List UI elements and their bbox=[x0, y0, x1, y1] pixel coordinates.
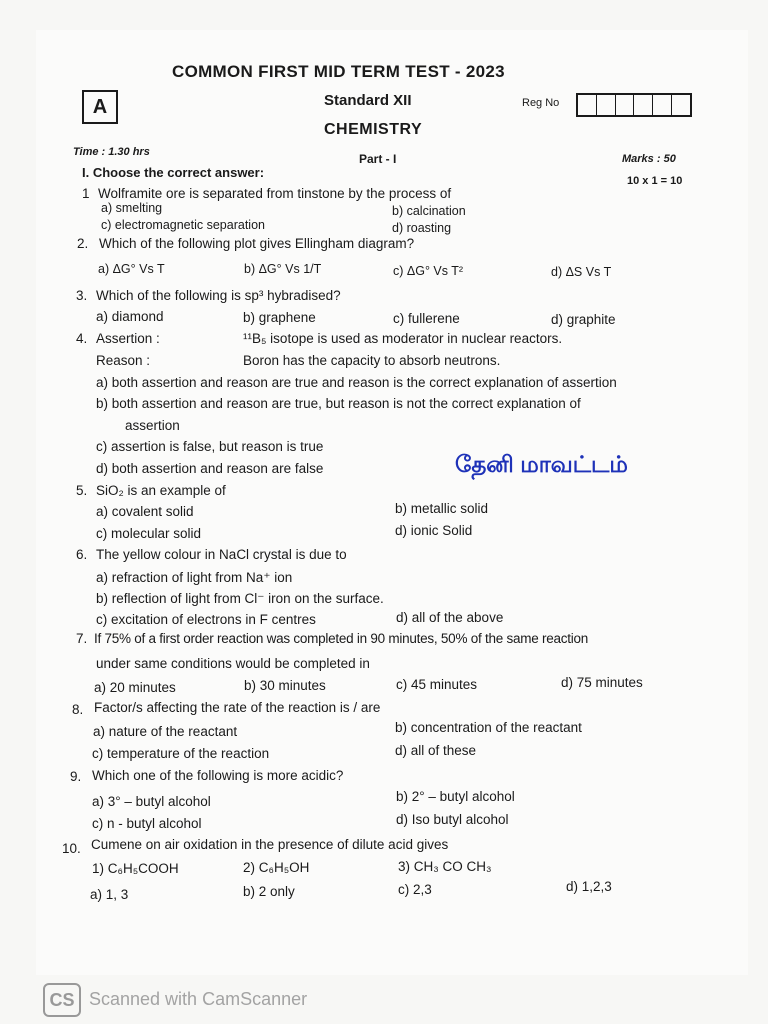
question-8-option-a: a) nature of the reactant bbox=[93, 724, 238, 739]
question-7-option-b: b) 30 minutes bbox=[244, 678, 326, 693]
question-6-text: The yellow colour in NaCl crystal is due to bbox=[96, 547, 347, 562]
question-1-number: 1 bbox=[82, 186, 90, 201]
question-9-option-b: b) 2° – butyl alcohol bbox=[396, 789, 515, 804]
question-5-number: 5. bbox=[76, 483, 88, 498]
question-1-option-c: c) electromagnetic separation bbox=[101, 218, 265, 232]
assertion-label: Assertion : bbox=[96, 331, 160, 346]
question-10-text: Cumene on air oxidation in the presence of dilute acid gives bbox=[91, 837, 449, 852]
question-3-option-c: c) fullerene bbox=[393, 311, 460, 326]
subject-label: CHEMISTRY bbox=[324, 121, 423, 138]
question-1-option-b: b) calcination bbox=[392, 204, 466, 218]
standard-label: Standard XII bbox=[324, 92, 412, 109]
question-10-statement-2: 2) C₆H₅OH bbox=[243, 860, 310, 875]
question-4-option-a: a) both assertion and reason are true and reason is the correct explanation of assertion bbox=[96, 375, 617, 390]
question-5-option-b: b) metallic solid bbox=[395, 501, 489, 516]
assertion-text: ¹¹B₅ isotope is used as moderator in nuclear reactors. bbox=[243, 331, 563, 346]
question-1-option-d: d) roasting bbox=[392, 221, 452, 235]
question-7-text: If 75% of a first order reaction was completed in 90 minutes, 50% of the same reaction bbox=[94, 631, 589, 646]
reason-text: Boron has the capacity to absorb neutrons. bbox=[243, 353, 501, 368]
question-6-option-a: a) refraction of light from Na⁺ ion bbox=[96, 570, 293, 585]
question-3-option-a: a) diamond bbox=[96, 309, 164, 324]
camscanner-logo-icon: CS bbox=[43, 983, 81, 1017]
question-10-option-c: c) 2,3 bbox=[398, 882, 432, 897]
district-stamp-text: தேனி மாவட்டம் bbox=[455, 451, 628, 477]
question-2-option-b: b) ΔG° Vs 1/T bbox=[244, 262, 322, 276]
question-9-number: 9. bbox=[70, 769, 82, 784]
question-2-option-d: d) ΔS Vs T bbox=[551, 265, 612, 279]
question-3-option-b: b) graphene bbox=[243, 310, 316, 325]
question-2-option-a: a) ΔG° Vs T bbox=[98, 262, 165, 276]
question-5-option-c: c) molecular solid bbox=[96, 526, 202, 541]
question-4-option-c: c) assertion is false, but reason is true bbox=[96, 439, 324, 454]
camscanner-watermark: Scanned with CamScanner bbox=[89, 989, 308, 1009]
question-2-option-c: c) ΔG° Vs T² bbox=[393, 264, 464, 278]
time-label: Time : 1.30 hrs bbox=[73, 146, 150, 158]
question-4-number: 4. bbox=[76, 331, 88, 346]
reg-no-label: Reg No bbox=[522, 97, 560, 109]
question-7-number: 7. bbox=[76, 631, 88, 646]
question-7-option-a: a) 20 minutes bbox=[94, 680, 176, 695]
question-7-text-continued: under same conditions would be completed in bbox=[96, 656, 370, 671]
question-6-option-b: b) reflection of light from Cl⁻ iron on the surface. bbox=[96, 591, 384, 606]
reason-label: Reason : bbox=[96, 353, 151, 368]
question-7-option-c: c) 45 minutes bbox=[396, 677, 478, 692]
question-3-text: Which of the following is sp³ hybradised? bbox=[96, 288, 341, 303]
question-8-number: 8. bbox=[72, 702, 84, 717]
question-6-option-c: c) excitation of electrons in F centres bbox=[96, 612, 316, 627]
question-4-option-d: d) both assertion and reason are false bbox=[96, 461, 324, 476]
question-set-box: A bbox=[82, 90, 118, 124]
question-4-option-b-continued: assertion bbox=[125, 418, 180, 433]
question-6-option-d: d) all of the above bbox=[396, 610, 504, 625]
marks-label: Marks : 50 bbox=[622, 153, 676, 165]
question-6-number: 6. bbox=[76, 547, 88, 562]
question-5-text: SiO₂ is an example of bbox=[96, 483, 226, 498]
question-10-statement-3: 3) CH₃ CO CH₃ bbox=[398, 859, 492, 874]
question-10-option-d: d) 1,2,3 bbox=[566, 879, 612, 894]
part-label: Part - I bbox=[359, 152, 397, 166]
question-4-option-b: b) both assertion and reason are true, but reason is not the correct explanation of bbox=[96, 396, 581, 411]
question-9-option-d: d) Iso butyl alcohol bbox=[396, 812, 509, 827]
question-10-number: 10. bbox=[62, 841, 81, 856]
question-8-option-b: b) concentration of the reactant bbox=[395, 720, 582, 735]
question-5-option-d: d) ionic Solid bbox=[395, 523, 473, 538]
question-9-option-a: a) 3° – butyl alcohol bbox=[92, 794, 211, 809]
marks-scheme: 10 x 1 = 10 bbox=[627, 175, 683, 187]
question-8-text: Factor/s affecting the rate of the reaction is / are bbox=[94, 700, 381, 715]
question-9-option-c: c) n - butyl alcohol bbox=[92, 816, 202, 831]
question-5-option-a: a) covalent solid bbox=[96, 504, 194, 519]
question-9-text: Which one of the following is more acidic? bbox=[92, 768, 344, 783]
section-instruction: I. Choose the correct answer: bbox=[82, 165, 265, 180]
question-3-option-d: d) graphite bbox=[551, 312, 616, 327]
question-10-option-a: a) 1, 3 bbox=[90, 887, 129, 902]
question-1-option-a: a) smelting bbox=[101, 201, 163, 215]
question-2-number: 2. bbox=[77, 236, 89, 251]
question-7-option-d: d) 75 minutes bbox=[561, 675, 643, 690]
exam-title: COMMON FIRST MID TERM TEST - 2023 bbox=[172, 62, 505, 81]
question-10-option-b: b) 2 only bbox=[243, 884, 295, 899]
question-8-option-d: d) all of these bbox=[395, 743, 477, 758]
question-10-statement-1: 1) C₆H₅COOH bbox=[92, 861, 179, 876]
question-3-number: 3. bbox=[76, 288, 88, 303]
question-8-option-c: c) temperature of the reaction bbox=[92, 746, 270, 761]
reg-no-boxes bbox=[576, 93, 692, 117]
question-1-text: Wolframite ore is separated from tinstone by the process of bbox=[98, 186, 452, 201]
question-2-text: Which of the following plot gives Ellingham diagram? bbox=[99, 236, 415, 251]
